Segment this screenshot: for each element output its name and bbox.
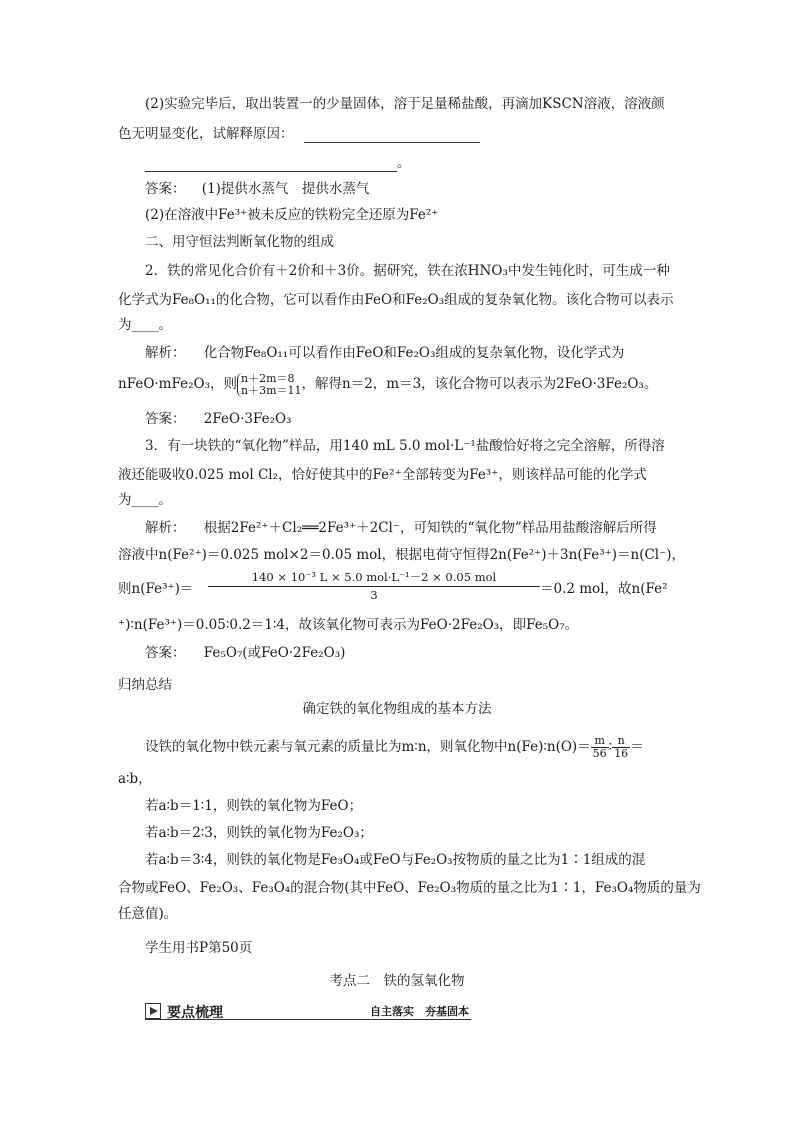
summary-case1: 若a∶b＝1∶1，则铁的氧化物为FeO； <box>145 798 363 814</box>
answer2-value: 2FeO·3Fe₂O₃ <box>203 411 292 427</box>
analysis2-text1: 化合物Fe₈O₁₁可以看作由FeO和Fe₂O₃组成的复杂氧化物，设化学式为 <box>203 345 625 361</box>
answer-label: 答案： <box>145 645 186 661</box>
equation-1: n＋2m＝8 <box>240 371 295 385</box>
answer1-text1: (1)提供水蒸气 提供水蒸气 <box>201 181 370 197</box>
play-triangle-icon <box>145 1003 161 1019</box>
analysis2-text2a: nFeO·mFe₂O₃，则 <box>118 376 237 392</box>
summary-title: 确定铁的氧化物组成的基本方法 <box>302 701 492 717</box>
section-title: 二、用守恒法判断氧化物的组成 <box>145 234 334 250</box>
key-points-subtitle: 自主落实 夯基固本 <box>370 1005 469 1018</box>
fraction-numerator: m <box>591 735 609 748</box>
q2-line1: (2)实验完毕后，取出装置一的少量固体，溶于足量稀盐酸，再滴加KSCN溶液，溶液颜 <box>145 96 665 112</box>
analysis-label: 解析： <box>145 345 186 361</box>
analysis3-line4: ⁺)∶n(Fe³⁺)＝0.05∶0.2＝1∶4，故该氧化物可表示为FeO·2Fe₂O₃，即Fe₅O₇。 <box>118 617 579 633</box>
page-reference: 学生用书P第50页 <box>145 940 253 956</box>
key-points-title: 要点梳理 <box>167 1005 223 1021</box>
fraction-denominator: 16 <box>614 747 629 760</box>
problem2-line3: 为____。 <box>118 317 172 333</box>
summary-eq: ＝ <box>630 739 644 755</box>
problem3-line3: 为____。 <box>118 492 172 508</box>
summary-case3-line2: 合物或FeO、Fe₂O₃、Fe₃O₄的混合物(其中FeO、Fe₂O₃物质的量之比为1∶1，Fe₃O₄物质的量为 <box>118 880 701 896</box>
problem2-line1: 2．铁的常见化合价有＋2价和＋3价。据研究，铁在浓HNO₃中发生钝化时，可生成一种 <box>145 263 670 279</box>
answer-blank <box>145 157 397 172</box>
fraction <box>591 735 609 760</box>
analysis3-line3-prefix: 则n(Fe³⁺)＝ <box>118 581 194 597</box>
fraction-denominator: 3 <box>370 588 378 602</box>
answer3 <box>145 644 345 662</box>
summary-line1: 设铁的氧化物中铁元素与氧元素的质量比为m∶n，则氧化物中n(Fe)∶n(O)＝ $\frac{m}{56}$ ∶ $\frac{n}{16}$ ＝ <box>145 734 644 760</box>
q2-line3 <box>145 154 411 172</box>
answer2 <box>145 410 291 428</box>
equation-2: n＋3m＝11 <box>240 383 302 397</box>
fraction <box>208 570 540 603</box>
summary-case3-line1: 若a∶b＝3∶4，则铁的氧化物是Fe₃O₄或FeO与Fe₂O₃按物质的量之比为1∶1组成的混 <box>145 852 646 868</box>
fraction-numerator: 140 × 10⁻³ L × 5.0 mol·L⁻¹－2 × 0.05 mol <box>208 570 540 587</box>
summary-line2: a∶b， <box>118 771 152 787</box>
analysis3-text1: 根据2Fe²⁺＋Cl₂══2Fe³⁺＋2Cl⁻，可知铁的“氧化物”样品用盐酸溶解后所得 <box>203 520 657 536</box>
problem3-line2: 液还能吸收0.025 mol Cl₂，恰好使其中的Fe²⁺全部转变为Fe³⁺，则该样品可能的化学式 <box>118 467 647 483</box>
answer-blank <box>304 128 480 143</box>
q2-line3-end: 。 <box>397 155 411 171</box>
fraction-denominator: 56 <box>592 747 607 760</box>
q2-line2 <box>118 125 480 143</box>
analysis2-line1 <box>145 344 624 362</box>
analysis3-line1 <box>145 519 657 537</box>
q2-line2-text: 色无明显变化，试解释原因： <box>118 126 294 142</box>
equation-system <box>237 373 302 397</box>
analysis3-line2: 溶液中n(Fe²⁺)＝0.025 mol×2＝0.05 mol，根据电荷守恒得2n(Fe²⁺)＋3n(Fe³⁺)＝n(Cl⁻)， <box>118 547 686 563</box>
summary-case3-line3: 任意值)。 <box>118 906 178 922</box>
answer-label: 答案： <box>145 181 186 197</box>
answer1-line1 <box>145 180 369 198</box>
answer3-value: Fe₅O₇(或FeO·2Fe₂O₃) <box>203 645 346 661</box>
problem2-line2: 化学式为Fe₈O₁₁的化合物，它可以看作由FeO和Fe₂O₃组成的复杂氧化物。该化合物可以表示 <box>118 292 674 308</box>
answer-label: 答案： <box>145 411 186 427</box>
analysis2-text2b: ，解得n＝2，m＝3，该化合物可以表示为2FeO·3Fe₂O₃。 <box>301 376 658 392</box>
fraction <box>612 735 630 760</box>
analysis2-line2 <box>118 370 657 398</box>
fraction-numerator: n <box>612 735 630 748</box>
problem3-line1: 3．有一块铁的“氧化物”样品，用140 mL 5.0 mol·L⁻¹盐酸恰好将之完全溶解，所得溶 <box>145 438 665 454</box>
analysis3-line3-suffix: ＝0.2 mol，故n(Fe² <box>540 581 668 597</box>
analysis-label: 解析： <box>145 520 186 536</box>
section-heading: 考点二 铁的氢氧化物 <box>329 973 465 989</box>
summary-case2: 若a∶b＝2∶3，则铁的氧化物为Fe₂O₃； <box>145 825 373 841</box>
answer1-line2: (2)在溶液中Fe³⁺被未反应的铁粉完全还原为Fe²⁺ <box>145 207 439 223</box>
key-points-bar <box>145 1003 471 1020</box>
summary-text1: 设铁的氧化物中铁元素与氧元素的质量比为m∶n，则氧化物中n(Fe)∶n(O)＝ <box>145 739 591 755</box>
summary-heading: 归纳总结 <box>118 677 172 693</box>
